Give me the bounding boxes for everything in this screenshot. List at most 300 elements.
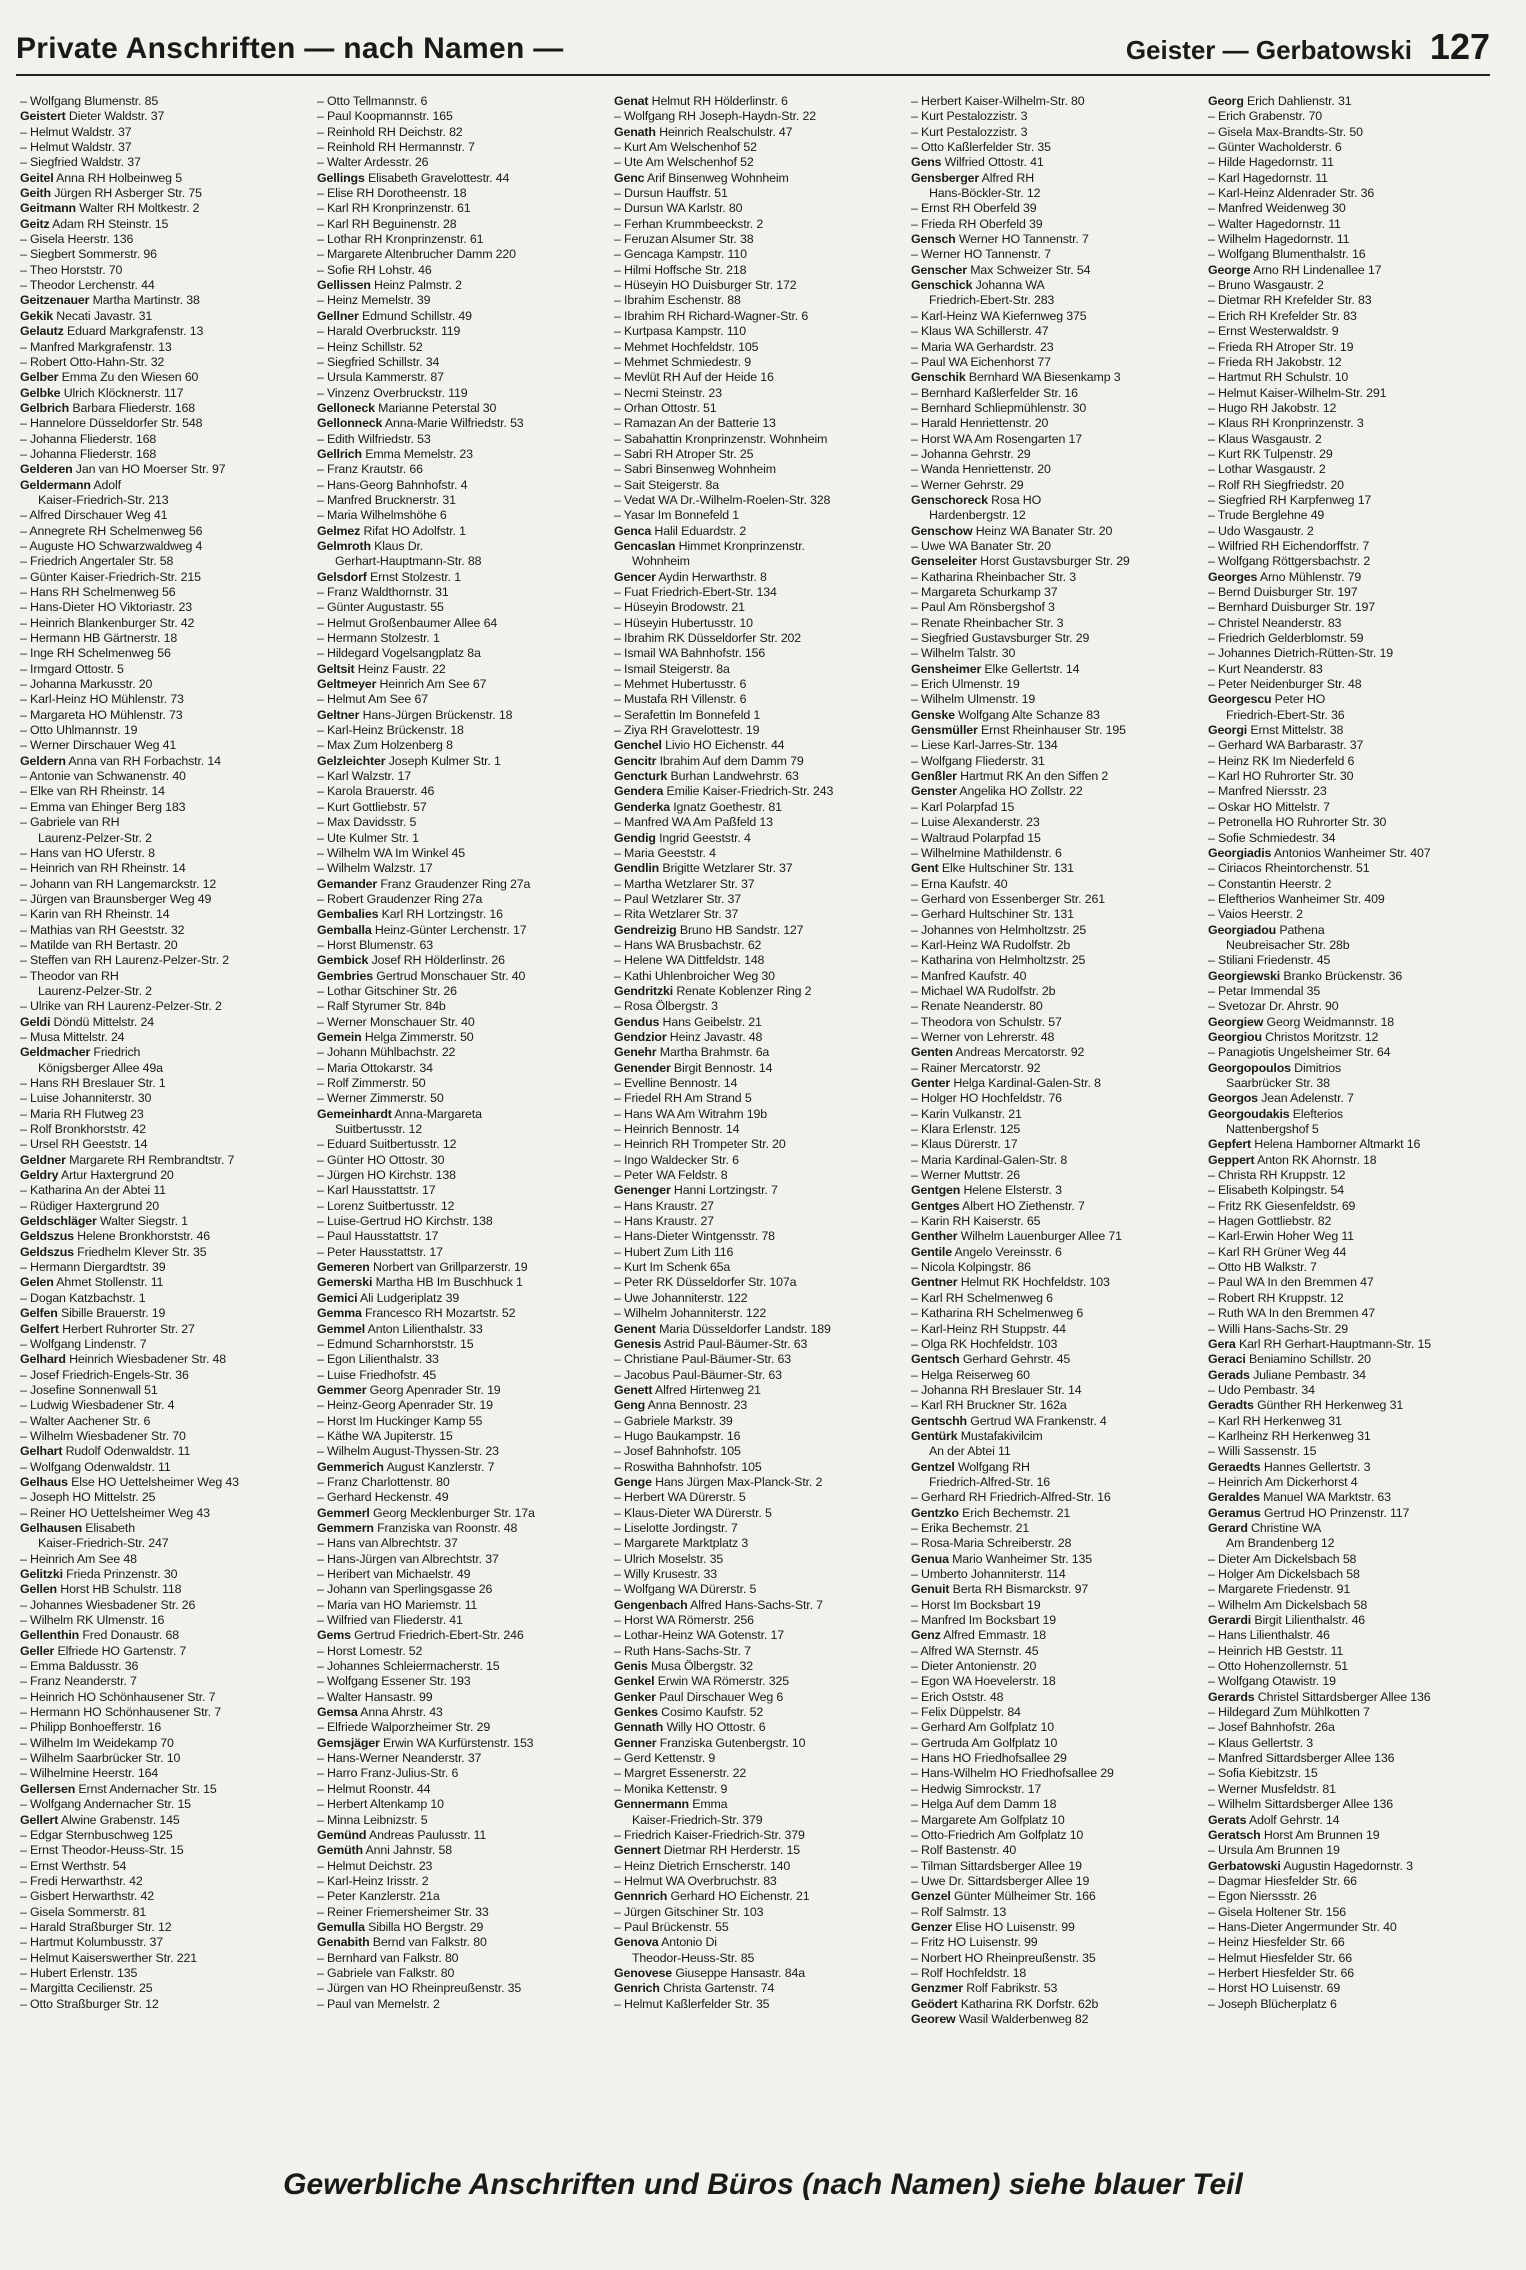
entry-text: – Gabriele Markstr. 39 <box>614 1413 733 1428</box>
entry-continuation: Kaiser-Friedrich-Str. 213 <box>38 492 169 507</box>
entry-text: – Wilhelm Sittardsberger Allee 136 <box>1208 1797 1393 1812</box>
column-3 <box>614 94 911 2134</box>
directory-entry <box>317 1214 604 1229</box>
directory-entry <box>317 1951 604 1966</box>
directory-entry <box>317 1322 604 1337</box>
entry-text: – Hans-Jürgen van Albrechtstr. 37 <box>317 1551 499 1566</box>
entry-text: – Maria Kardinal-Galen-Str. 8 <box>911 1152 1068 1167</box>
directory-entry <box>317 355 604 370</box>
directory-entry <box>1208 1199 1495 1214</box>
directory-entry <box>1208 293 1495 308</box>
directory-entry <box>614 462 901 477</box>
entry-surname: Georgescu <box>1208 692 1272 707</box>
directory-entry <box>614 1137 901 1152</box>
entry-text: – Wolfgang Andernacher Str. 15 <box>20 1797 191 1812</box>
directory-entry <box>20 1245 307 1260</box>
directory-entry <box>911 677 1198 692</box>
entry-text: – Helmut Kaiserswerther Str. 221 <box>20 1950 198 1965</box>
entry-text: – Wolfgang Blumenthalstr. 16 <box>1208 247 1366 262</box>
directory-entry <box>911 1981 1198 1996</box>
entry-text: – Sabahattin Kronprinzenstr. Wohnheim <box>614 431 828 446</box>
directory-entry <box>317 1782 604 1797</box>
directory-entry <box>614 1705 901 1720</box>
directory-entry <box>20 1613 307 1628</box>
entry-text: – Rolf Zimmerstr. 50 <box>317 1076 426 1090</box>
directory-entry <box>614 1076 901 1091</box>
entry-text: Livio HO Eichenstr. 44 <box>661 738 785 753</box>
entry-text: – Karl Polarpfad 15 <box>911 799 1015 814</box>
directory-entry <box>911 1598 1198 1613</box>
entry-surname: Gembick <box>317 953 369 968</box>
entry-surname: Gepfert <box>1208 1137 1252 1152</box>
entry-text: Christel Sittardsberger Allee 136 <box>1254 1689 1431 1704</box>
entry-text: – Dursun Hauffstr. 51 <box>614 186 728 201</box>
directory-entry <box>317 386 604 401</box>
directory-entry <box>317 1766 604 1781</box>
entry-surname: Genseleiter <box>911 554 977 569</box>
entry-text: – Stiliani Friedenstr. 45 <box>1208 953 1331 968</box>
directory-entry <box>1208 754 1495 769</box>
directory-entry <box>1208 1045 1495 1060</box>
directory-entry <box>911 1183 1198 1198</box>
directory-entry <box>614 1368 901 1383</box>
entry-continuation: Friedrich-Ebert-Str. 36 <box>1226 707 1345 722</box>
entry-text: – Helmut Großenbaumer Allee 64 <box>317 615 498 630</box>
entry-text: – Hans-Dieter HO Viktoriastr. 23 <box>20 600 192 615</box>
directory-entry <box>1208 892 1495 907</box>
directory-entry <box>317 247 604 262</box>
entry-surname: Gelhart <box>20 1444 63 1459</box>
entry-text: – Reinhold RH Deichstr. 82 <box>317 124 463 139</box>
entry-text: – Friedrich Angertaler Str. 58 <box>20 554 174 569</box>
entry-text: – Werner Musfeldstr. 81 <box>1208 1781 1336 1796</box>
directory-entry <box>614 892 901 907</box>
entry-surname: Gelen <box>20 1275 54 1290</box>
entry-text: Karl RH Gerhart-Hauptmann-Str. 15 <box>1235 1336 1431 1351</box>
entry-text: – Necmi Steinstr. 23 <box>614 385 722 400</box>
directory-entry <box>317 263 604 278</box>
directory-entry <box>614 1291 901 1306</box>
entry-surname: Gendzior <box>614 1029 667 1044</box>
directory-entry <box>911 232 1198 247</box>
directory-entry <box>20 1935 307 1950</box>
directory-entry <box>20 646 307 661</box>
entry-text: – Hans WA Am Witrahm 19b <box>614 1106 767 1121</box>
entry-text: Birgit Lilienthalstr. 46 <box>1251 1613 1366 1628</box>
directory-entry <box>20 554 307 569</box>
entry-text: – Robert Graudenzer Ring 27a <box>317 891 483 906</box>
directory-entry <box>20 815 307 830</box>
directory-entry <box>20 662 307 677</box>
directory-entry <box>614 1475 901 1490</box>
directory-entry <box>911 831 1198 846</box>
directory-entry <box>20 1644 307 1659</box>
directory-entry <box>614 1843 901 1858</box>
entry-surname: Geldi <box>20 1014 51 1029</box>
entry-surname: Genat <box>614 94 649 108</box>
entry-text: – Eduard Suitbertusstr. 12 <box>317 1137 457 1152</box>
entry-text: – Margarete Marktplatz 3 <box>614 1536 749 1551</box>
directory-entry <box>614 1337 901 1352</box>
directory-entry <box>911 1306 1198 1321</box>
entry-surname: Gent <box>911 861 939 876</box>
entry-surname: Gemmerl <box>317 1505 370 1520</box>
entry-text: Emilie Kaiser-Friedrich-Str. 243 <box>663 784 834 799</box>
entry-text: – Paul Am Rönsbergshof 3 <box>911 600 1055 615</box>
entry-text: – Maria van HO Mariemstr. 11 <box>317 1597 478 1612</box>
directory-entry <box>317 508 604 523</box>
entry-surname: Gemein <box>317 1029 362 1044</box>
entry-surname: Genner <box>614 1735 657 1750</box>
entry-text: – Gerhard von Essenberger Str. 261 <box>911 891 1105 906</box>
directory-entry <box>1208 1444 1495 1459</box>
entry-text: – Rolf Salmstr. 13 <box>911 1904 1007 1919</box>
entry-surname: Georgi <box>1208 723 1248 738</box>
directory-columns <box>20 94 1506 2134</box>
entry-text: – Robert RH Kruppstr. 12 <box>1208 1290 1344 1305</box>
directory-entry <box>911 631 1198 646</box>
directory-entry <box>614 1490 901 1505</box>
directory-entry <box>911 953 1198 968</box>
directory-entry <box>614 201 901 216</box>
entry-surname: Gengenbach <box>614 1597 688 1612</box>
directory-entry <box>911 861 1198 876</box>
directory-entry <box>1208 1889 1495 1904</box>
entry-text: – Paul Koopmannstr. 165 <box>317 109 453 124</box>
entry-surname: Genesis <box>614 1336 662 1351</box>
entry-text: – Karl-Erwin Hoher Weg 11 <box>1208 1229 1354 1244</box>
directory-entry <box>614 1567 901 1582</box>
entry-text: – Wilhelm Ulmenstr. 19 <box>911 692 1036 707</box>
directory-entry <box>1208 324 1495 339</box>
directory-entry <box>1208 155 1495 170</box>
entry-text: Branko Brückenstr. 36 <box>1280 968 1403 983</box>
entry-surname: Gelbrich <box>20 400 70 415</box>
entry-text: – Karl-Heinz Aldenrader Str. 36 <box>1208 186 1375 201</box>
entry-text: Maria Düsseldorfer Landstr. 189 <box>655 1321 831 1336</box>
directory-entry <box>911 293 1198 308</box>
directory-entry <box>1208 1521 1495 1536</box>
entry-text: Mario Wanheimer Str. 135 <box>948 1551 1092 1566</box>
entry-text: – Edgar Sternbuschweg 125 <box>20 1827 173 1842</box>
directory-entry <box>911 1889 1198 1904</box>
directory-entry <box>911 769 1198 784</box>
directory-entry <box>317 1598 604 1613</box>
directory-entry <box>911 508 1198 523</box>
entry-text: Arif Binsenweg Wohnheim <box>644 170 789 185</box>
entry-text: – Ibrahim RK Düsseldorfer Str. 202 <box>614 631 802 646</box>
entry-text: Christos Moritzstr. 12 <box>1261 1029 1379 1044</box>
directory-entry <box>20 1920 307 1935</box>
entry-text: Johanna WA <box>972 278 1045 293</box>
entry-text: Anna van RH Forbachstr. 14 <box>65 753 221 768</box>
directory-entry <box>911 247 1198 262</box>
entry-continuation: Am Brandenberg 12 <box>1226 1536 1335 1551</box>
directory-entry <box>911 1460 1198 1475</box>
entry-surname: Gemmern <box>317 1520 374 1535</box>
directory-entry <box>614 140 901 155</box>
entry-text: Anna-Marie Wilfriedstr. 53 <box>382 416 524 431</box>
entry-text: Heinz-Günter Lerchenstr. 17 <box>371 922 527 937</box>
entry-text: – Petar Immendal 35 <box>1208 983 1321 998</box>
entry-text: – Heinrich HO Schönhausener Str. 7 <box>20 1689 216 1704</box>
directory-entry <box>317 447 604 462</box>
entry-text: – Hüseyin HO Duisburger Str. 172 <box>614 278 797 293</box>
entry-surname: Gentzko <box>911 1505 959 1520</box>
entry-text: – Ramazan An der Batterie 13 <box>614 416 776 431</box>
entry-text: – Lothar-Heinz WA Gotenstr. 17 <box>614 1628 784 1643</box>
entry-text: – Monika Kettenstr. 9 <box>614 1781 728 1796</box>
directory-entry <box>20 1030 307 1045</box>
directory-entry <box>20 1674 307 1689</box>
directory-entry <box>911 478 1198 493</box>
entry-surname: Gelhausen <box>20 1520 83 1535</box>
entry-surname: Gelhard <box>20 1352 66 1367</box>
directory-entry <box>911 938 1198 953</box>
directory-entry <box>614 1859 901 1874</box>
directory-entry <box>20 1168 307 1183</box>
directory-entry <box>1208 846 1495 861</box>
directory-entry <box>1208 1582 1495 1597</box>
directory-entry <box>911 1720 1198 1735</box>
directory-entry <box>20 1705 307 1720</box>
entry-text: – Ibrahim RH Richard-Wagner-Str. 6 <box>614 308 809 323</box>
directory-entry <box>614 723 901 738</box>
directory-entry <box>614 1951 901 1966</box>
directory-entry <box>317 616 604 631</box>
directory-entry <box>911 324 1198 339</box>
entry-text: – Peter WA Feldstr. 8 <box>614 1168 728 1183</box>
directory-entry <box>911 1444 1198 1459</box>
entry-text: – Mehmet Schmiedestr. 9 <box>614 354 752 369</box>
page-title: Private Anschriften — nach Namen — <box>16 32 564 65</box>
directory-entry <box>20 416 307 431</box>
entry-text: – Waltraud Polarpfad 15 <box>911 830 1041 845</box>
entry-text: Alwine Grabenstr. 145 <box>58 1812 180 1827</box>
entry-text: – Dogan Katzbachstr. 1 <box>20 1290 146 1305</box>
entry-continuation: Theodor-Heuss-Str. 85 <box>632 1950 755 1965</box>
entry-text: Bruno HB Sandstr. 127 <box>676 922 804 937</box>
directory-entry <box>911 1322 1198 1337</box>
directory-entry <box>317 1475 604 1490</box>
directory-entry <box>1208 186 1495 201</box>
directory-entry <box>911 1905 1198 1920</box>
entry-surname: Geppert <box>1208 1152 1255 1167</box>
entry-surname: Gelautz <box>20 324 64 339</box>
directory-entry <box>20 278 307 293</box>
directory-entry <box>317 1997 604 2012</box>
entry-text: – Kurt Pestalozzistr. 3 <box>911 109 1028 124</box>
directory-entry <box>911 1260 1198 1275</box>
directory-entry <box>614 370 901 385</box>
header-right <box>1126 26 1490 74</box>
entry-text: – Hans HO Friedhofsallee 29 <box>911 1751 1067 1766</box>
entry-text: – Luise Friedhofstr. 45 <box>317 1367 437 1382</box>
directory-entry <box>317 1091 604 1106</box>
directory-entry <box>317 432 604 447</box>
directory-entry <box>614 1905 901 1920</box>
entry-text: – Gerhard Hultschiner Str. 131 <box>911 907 1074 922</box>
directory-entry <box>20 1951 307 1966</box>
entry-text: – Maria Geeststr. 4 <box>614 845 716 860</box>
entry-text: – Wolfgang Blumenstr. 85 <box>20 94 159 108</box>
entry-text: – Sofia Kiebitzstr. 15 <box>1208 1766 1318 1781</box>
directory-entry <box>614 616 901 631</box>
entry-text: – Karl-Heinz WA Rudolfstr. 2b <box>911 937 1071 952</box>
entry-text: – Hubert Erlenstr. 135 <box>20 1965 138 1980</box>
directory-entry <box>911 370 1198 385</box>
directory-entry <box>911 1736 1198 1751</box>
entry-text: – Hans van Albrechtstr. 37 <box>317 1536 458 1551</box>
directory-entry <box>614 1306 901 1321</box>
entry-text: – Friedel RH Am Strand 5 <box>614 1091 752 1106</box>
directory-entry <box>614 923 901 938</box>
directory-entry <box>20 1905 307 1920</box>
entry-surname: Genscher <box>911 262 967 277</box>
directory-entry <box>1208 1674 1495 1689</box>
entry-text: – Hans-Werner Neanderstr. 37 <box>317 1751 482 1766</box>
directory-entry <box>317 1490 604 1505</box>
entry-text: Jean Adelenstr. 7 <box>1257 1091 1354 1106</box>
entry-text: – Wilhelmine Heerstr. 164 <box>20 1766 159 1781</box>
entry-text: – Ursel RH Geeststr. 14 <box>20 1137 148 1152</box>
entry-text: – Otto Kaßlerfelder Str. 35 <box>911 140 1051 155</box>
entry-text: – Petronella HO Ruhrorter Str. 30 <box>1208 815 1387 830</box>
directory-entry <box>317 769 604 784</box>
entry-surname: Gemsa <box>317 1705 358 1720</box>
entry-surname: Gentile <box>911 1244 952 1259</box>
entry-text: Astrid Paul-Bäumer-Str. 63 <box>661 1336 808 1351</box>
entry-surname: Gentzel <box>911 1459 955 1474</box>
entry-surname: Geldmacher <box>20 1045 91 1060</box>
directory-entry <box>614 416 901 431</box>
entry-text: – Helmut Waldstr. 37 <box>20 140 132 155</box>
entry-surname: Gensheimer <box>911 661 982 676</box>
directory-entry <box>317 1306 604 1321</box>
entry-text: Anna Bennostr. 23 <box>645 1398 748 1413</box>
entry-text: – Sofie RH Lohstr. 46 <box>317 262 432 277</box>
directory-entry <box>20 1490 307 1505</box>
entry-text: – Dietmar RH Krefelder Str. 83 <box>1208 293 1372 308</box>
directory-entry <box>20 1628 307 1643</box>
entry-text: Dieter Waldstr. 37 <box>65 109 165 124</box>
directory-entry <box>1208 570 1495 585</box>
entry-surname: Genehr <box>614 1045 657 1060</box>
entry-text: Rudolf Odenwaldstr. 11 <box>62 1444 191 1459</box>
entry-text: Franz Graudenzer Ring 27a <box>377 876 531 891</box>
entry-surname: Gellissen <box>317 278 371 293</box>
entry-text: August Kanzlerstr. 7 <box>383 1459 495 1474</box>
directory-entry <box>1208 1015 1495 1030</box>
directory-entry <box>614 846 901 861</box>
directory-entry <box>20 247 307 262</box>
entry-text: – Johann van Sperlingsgasse 26 <box>317 1582 493 1597</box>
entry-text: – Ismail WA Bahnhofstr. 156 <box>614 646 766 661</box>
directory-entry <box>20 1813 307 1828</box>
directory-entry <box>1208 953 1495 968</box>
entry-text: Musa Ölbergstr. 32 <box>647 1659 753 1674</box>
directory-entry <box>911 923 1198 938</box>
entry-text: – Sait Steigerstr. 8a <box>614 477 719 492</box>
directory-entry <box>1208 984 1495 999</box>
directory-entry <box>20 769 307 784</box>
entry-text: Jan van HO Moerser Str. 97 <box>72 462 226 477</box>
directory-entry <box>911 1229 1198 1244</box>
directory-entry <box>317 923 604 938</box>
entry-text: – Werner Gehrstr. 29 <box>911 477 1024 492</box>
directory-entry <box>911 1199 1198 1214</box>
entry-text: – Ingo Waldecker Str. 6 <box>614 1152 739 1167</box>
entry-surname: Gerads <box>1208 1367 1250 1382</box>
entry-text: – Manfred Sittardsberger Allee 136 <box>1208 1751 1395 1766</box>
entry-text: Friedrich <box>90 1045 141 1060</box>
entry-continuation: Gerhart-Hauptmann-Str. 88 <box>335 554 482 569</box>
directory-entry <box>1208 278 1495 293</box>
entry-surname: Genzer <box>911 1919 953 1934</box>
directory-entry <box>1208 1567 1495 1582</box>
entry-text: Heinz Faustr. 22 <box>354 661 446 676</box>
directory-entry <box>614 1015 901 1030</box>
entry-text: – Ludwig Wiesbadener Str. 4 <box>20 1398 175 1413</box>
directory-entry <box>911 1091 1198 1106</box>
directory-entry <box>20 1045 307 1060</box>
directory-entry <box>911 125 1198 140</box>
directory-entry <box>20 309 307 324</box>
entry-text: Ernst Stolzestr. 1 <box>366 569 461 584</box>
directory-entry <box>1208 508 1495 523</box>
entry-text: – Hagen Gottliebstr. 82 <box>1208 1214 1332 1229</box>
entry-text: – Margret Essenerstr. 22 <box>614 1766 747 1781</box>
directory-entry <box>614 1766 901 1781</box>
directory-entry <box>317 1966 604 1981</box>
directory-entry <box>911 600 1198 615</box>
entry-text: – Manfred Markgrafenstr. 13 <box>20 339 172 354</box>
entry-text: – Hugo RH Jakobstr. 12 <box>1208 400 1337 415</box>
directory-entry <box>911 1490 1198 1505</box>
entry-text: – Maria Ottokarstr. 34 <box>317 1060 433 1075</box>
entry-text: – Wilhelm Am Dickelsbach 58 <box>1208 1597 1368 1612</box>
directory-entry <box>1208 1644 1495 1659</box>
entry-text: – Wilhelm RK Ulmenstr. 16 <box>20 1613 165 1628</box>
directory-entry <box>614 1030 901 1045</box>
entry-text: Bernd van Falkstr. 80 <box>369 1935 487 1950</box>
entry-text: – Heribert van Michaelstr. 49 <box>317 1567 471 1581</box>
entry-text: – Paul Wetzlarer Str. 37 <box>614 891 742 906</box>
entry-text: Ignatz Goethestr. 81 <box>669 799 782 814</box>
entry-text: – Margarete Friedenstr. 91 <box>1208 1582 1351 1597</box>
entry-surname: Gembries <box>317 968 373 983</box>
entry-surname: Genabith <box>317 1935 370 1950</box>
entry-text: – Helmut Kaiser-Wilhelm-Str. 291 <box>1208 385 1387 400</box>
directory-entry <box>1208 1137 1495 1152</box>
directory-entry <box>911 94 1198 109</box>
entry-text: – Holger Am Dickelsbach 58 <box>1208 1567 1360 1581</box>
entry-text: – Heinrich Am See 48 <box>20 1551 137 1566</box>
entry-text: – Ernst RH Oberfeld 39 <box>911 201 1037 216</box>
entry-text: Karl RH Lortzingstr. 16 <box>378 907 503 922</box>
entry-text: – Margitta Cecilienstr. 25 <box>20 1981 153 1996</box>
entry-text: – Alfred WA Sternstr. 45 <box>911 1643 1039 1658</box>
entry-text: – Bernhard Duisburger Str. 197 <box>1208 600 1376 615</box>
entry-text: Helmut RH Hölderlinstr. 6 <box>648 94 788 108</box>
entry-text: – Alfred Dirschauer Weg 41 <box>20 508 168 523</box>
directory-entry <box>1208 416 1495 431</box>
directory-entry <box>1208 1920 1495 1935</box>
directory-entry <box>1208 646 1495 661</box>
entry-text: – Horst Lomestr. 52 <box>317 1643 423 1658</box>
entry-text: – Kathi Uhlenbroicher Weg 30 <box>614 968 775 983</box>
directory-entry <box>20 263 307 278</box>
